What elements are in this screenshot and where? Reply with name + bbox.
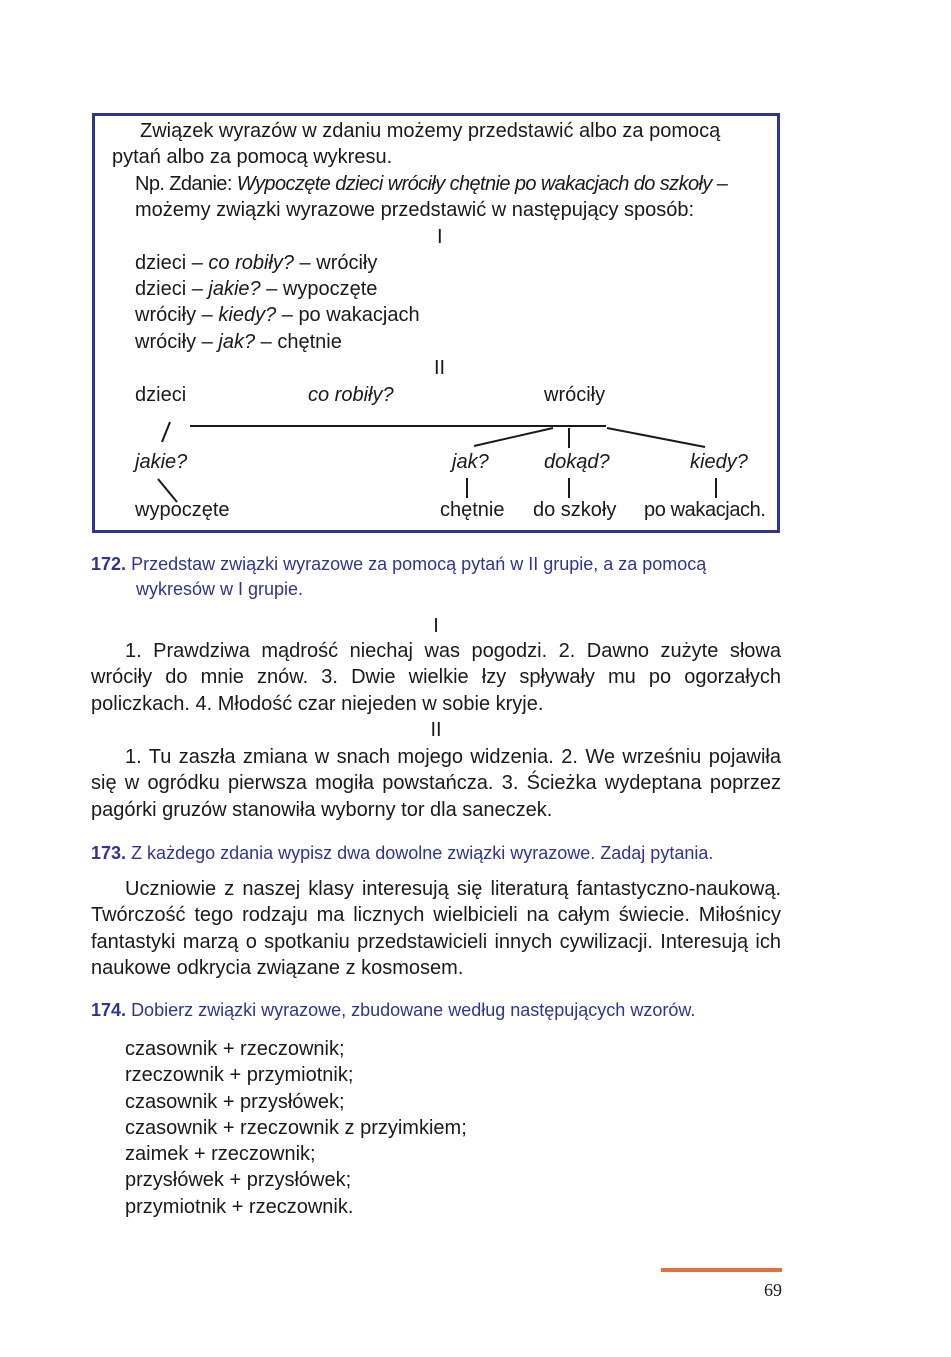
list-item: czasownik + rzeczownik z przyimkiem; [125, 1116, 467, 1139]
exercise-172-group1: 1. Prawdziwa mądrość niechaj was pogodzi. 2. Dawno zużyte słowa wróciły do mnie znów. 3. Dwie wielkie łzy spływały mu po ogorzałych policzkach. 4. Młodość czar niejeden w sobie kryje. [91, 640, 781, 715]
page-number: 69 [764, 1280, 782, 1300]
diagram-a-wypoczete: wypoczęte [135, 499, 230, 521]
list-item: czasownik + rzeczownik; [125, 1038, 345, 1060]
question-row: wróciły – kiedy? – po wakacjach [135, 304, 420, 326]
group-label-I: I [433, 615, 439, 637]
exercise-172-instruction-line2: wykresów w I grupie. [136, 579, 304, 599]
rule-intro-line2: pytań albo za pomocą wykresu. [112, 146, 393, 168]
group-label-II: II [430, 719, 442, 741]
exercise-172-instruction: 172. Przedstaw związki wyrazowe za pomocą pytań w II grupie, a za pomocą [91, 554, 707, 574]
exercise-number: 174. [91, 1000, 127, 1020]
exercise-number: 172. [91, 554, 127, 574]
diagram-predicate: wróciły [544, 384, 606, 406]
diagram-subject-question: co robiły? [308, 384, 394, 406]
question-row: dzieci – jakie? – wypoczęte [135, 278, 378, 300]
section-label-I: I [437, 226, 443, 248]
list-item: przymiotnik + rzeczownik. [125, 1195, 354, 1218]
list-item: rzeczownik + przymiotnik; [125, 1064, 354, 1087]
diagram-q-kiedy: kiedy? [690, 451, 748, 473]
rule-intro-line1: Związek wyrazów w zdaniu możemy przedstawić albo za pomocą [140, 120, 721, 142]
example-line2: możemy związki wyrazowe przedstawić w następujący sposób: [135, 199, 695, 221]
diagram-q-jak: jak? [452, 451, 489, 473]
exercise-172-group2: 1. Tu zaszła zmiana w snach mojego widzenia. 2. We wrześniu pojawiła się w ogródku pierwsza mogiła powstańcza. 3. Ścieżka wydeptana poprzez pagórki gruzów stanowiła wyborny tor dla saneczek. [91, 746, 781, 821]
exercise-173-text: Uczniowie z naszej klasy interesują się literaturą fantastyczno-naukową. Twórczość tego rodzaju ma licznych wielbicieli na całym świecie. Miłośnicy fantastyki marzą o spotkaniu przedstawicieli innych cywilizacji. Interesują ich naukowe odkrycia związane z kosmosem. [91, 878, 781, 979]
list-item: zaimek + rzeczownik; [125, 1143, 316, 1166]
diagram-a-po-wakacjach: po wakacjach. [644, 499, 766, 521]
list-item: przysłówek + przysłówek; [125, 1169, 352, 1192]
diagram-subject: dzieci [135, 384, 187, 406]
diagram-a-do-szkoly: do szkoły [533, 499, 617, 521]
diagram-q-dokad: dokąd? [544, 451, 610, 473]
exercise-173-instruction: 173. Z każdego zdania wypisz dwa dowolne związki wyrazowe. Zadaj pytania. [91, 843, 714, 863]
example-prefix: Np. Zdanie: [135, 173, 237, 195]
example-suffix: – [711, 173, 728, 195]
pattern-list [125, 1036, 467, 1220]
question-row: wróciły – jak? – chętnie [135, 331, 342, 353]
accent-line [661, 1268, 782, 1272]
question-row: dzieci – co robiły? – wróciły [135, 252, 378, 274]
section-label-II: II [434, 357, 446, 379]
list-item: czasownik + przysłówek; [125, 1090, 345, 1113]
diagram-q-jakie: jakie? [135, 451, 188, 473]
diagram-a-chetnie: chętnie [440, 499, 505, 521]
exercise-number: 173. [91, 843, 127, 863]
example-sentence: Wypoczęte dzieci wróciły chętnie po wakacjach do szkoły [236, 173, 712, 195]
exercise-174-instruction: 174. Dobierz związki wyrazowe, zbudowane według następujących wzorów. [91, 1000, 696, 1020]
